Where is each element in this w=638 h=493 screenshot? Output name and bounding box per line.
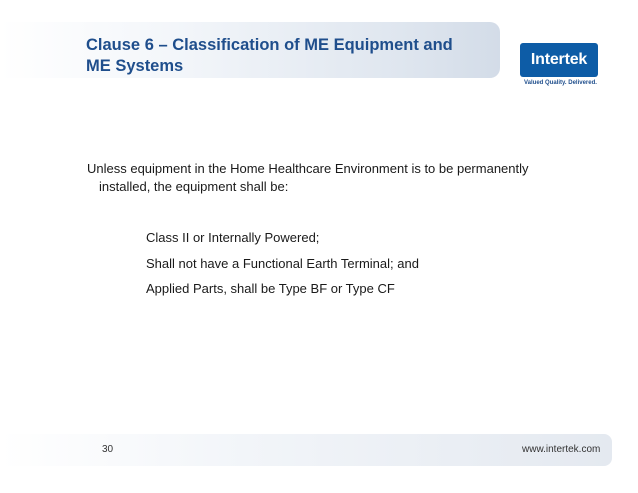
logo-tagline: Valued Quality. Delivered. bbox=[524, 80, 597, 86]
body-line-1: Unless equipment in the Home Healthcare Environment is to be permanently bbox=[87, 161, 529, 176]
body-paragraph bbox=[87, 160, 597, 195]
body-line-2: installed, the equipment shall be: bbox=[99, 178, 289, 194]
list-item: Applied Parts, shall be Type BF or Type CF bbox=[146, 281, 395, 296]
list-item: Class II or Internally Powered; bbox=[146, 230, 320, 245]
requirement-list bbox=[146, 229, 586, 306]
footer-url: www.intertek.com bbox=[522, 444, 601, 455]
list-item: Shall not have a Functional Earth Terminal; and bbox=[146, 255, 419, 271]
intertek-logo bbox=[520, 43, 598, 77]
page-number: 30 bbox=[102, 444, 114, 455]
slide-title bbox=[86, 35, 486, 77]
logo-text: Intertek bbox=[530, 51, 588, 68]
slide-title-line-2: ME Systems bbox=[86, 57, 184, 75]
slide-title-line-1: Clause 6 – Classification of ME Equipment and bbox=[86, 36, 453, 54]
footer-band bbox=[0, 434, 612, 466]
